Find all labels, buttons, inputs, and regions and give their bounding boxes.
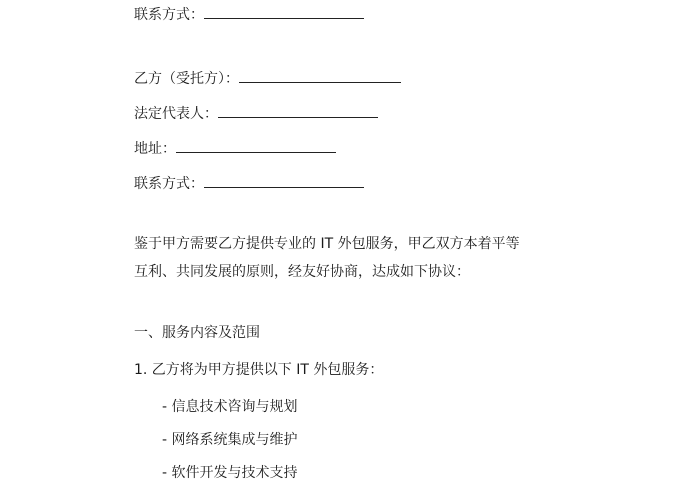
party-a-contact-row [134, 4, 364, 25]
party-b-title-blank [239, 68, 401, 83]
party-b-contact-label: 联系方式： [134, 176, 204, 192]
service-bullet: - 信息技术咨询与规划 [162, 399, 298, 415]
section-1-heading: 一、服务内容及范围 [134, 325, 260, 341]
party-b-address-label: 地址： [134, 141, 176, 157]
preamble-line-2: 互利、共同发展的原则，经友好协商，达成如下协议： [134, 264, 470, 280]
party-b-title-label: 乙方（受托方）： [134, 71, 239, 87]
service-bullet: - 软件开发与技术支持 [162, 465, 298, 481]
party-b-contact-row [134, 173, 364, 194]
service-bullet: - 网络系统集成与维护 [162, 432, 298, 448]
party-b-contact-blank [204, 173, 364, 188]
party-b-title-row [134, 68, 401, 89]
section-1-item-1: 1. 乙方将为甲方提供以下 IT 外包服务： [134, 362, 384, 378]
party-b-address-row [134, 138, 336, 159]
party-b-rep-blank [218, 103, 378, 118]
party-a-contact-label: 联系方式： [134, 7, 204, 23]
party-b-address-blank [176, 138, 336, 153]
party-b-rep-label: 法定代表人： [134, 106, 218, 122]
party-a-contact-blank [204, 4, 364, 19]
party-b-rep-row [134, 103, 378, 124]
preamble-line-1: 鉴于甲方需要乙方提供专业的 IT 外包服务，甲乙双方本着平等 [134, 236, 520, 252]
